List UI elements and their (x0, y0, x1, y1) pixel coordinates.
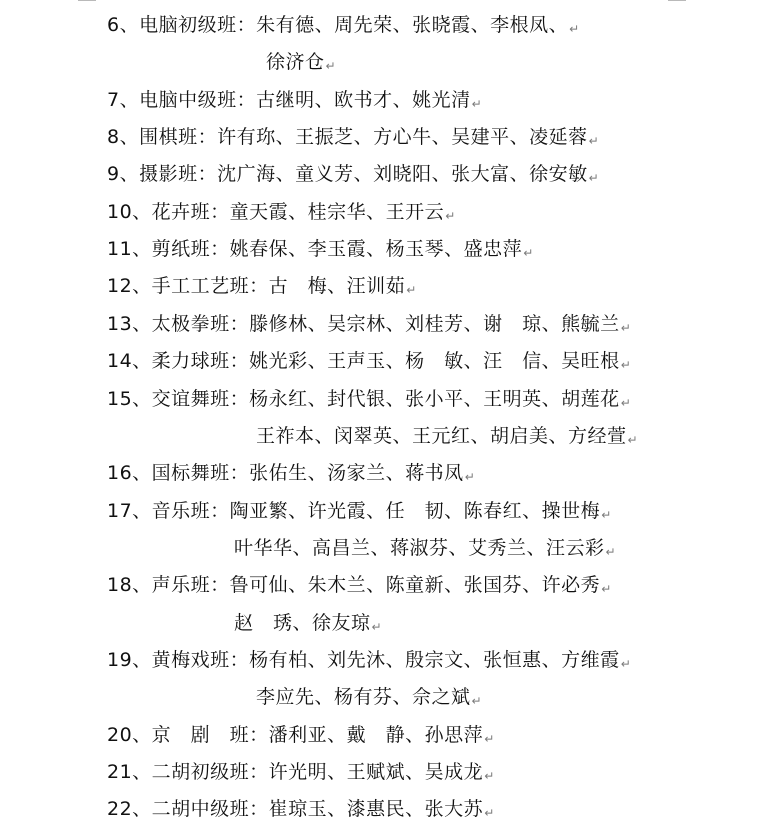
class-entry-line: 18、声乐班：鲁可仙、朱木兰、陈童新、张国芬、许必秀↵ (107, 574, 612, 596)
paragraph-mark-icon: ↵ (601, 508, 612, 522)
class-entry-line: 19、黄梅戏班：杨有柏、刘先沐、殷宗文、张恒惠、方维霞↵ (107, 649, 632, 671)
paragraph-mark-icon: ↵ (484, 806, 495, 820)
paragraph-mark-icon: ↵ (484, 732, 495, 746)
class-entry-line: 20、京 剧 班：潘利亚、戴 静、孙思萍↵ (107, 724, 495, 746)
class-entry-continuation: 李应先、杨有芬、佘之斌↵ (256, 686, 483, 708)
class-entry-line: 16、国标舞班：张佑生、汤家兰、蒋书凤↵ (107, 462, 476, 484)
paragraph-mark-icon: ↵ (371, 620, 383, 634)
class-entry-line: 11、剪纸班：姚春保、李玉霞、杨玉琴、盛忠萍↵ (107, 238, 534, 260)
paragraph-mark-icon: ↵ (464, 470, 476, 484)
class-entry-line: 10、花卉班：童天霞、桂宗华、王开云↵ (107, 201, 456, 223)
class-entry-continuation: 徐济仓↵ (266, 51, 337, 73)
paragraph-mark-icon: ↵ (605, 545, 617, 559)
class-entry-line: 17、音乐班：陶亚繁、许光霞、任 韧、陈春红、操世梅↵ (107, 500, 612, 522)
class-entry-line: 22、二胡中级班：崔琼玉、漆惠民、张大苏↵ (107, 798, 495, 820)
paragraph-mark-icon: ↵ (523, 246, 534, 260)
paragraph-mark-icon: ↵ (620, 358, 632, 372)
paragraph-mark-icon: ↵ (484, 769, 495, 783)
paragraph-mark-icon: ↵ (627, 433, 639, 447)
paragraph-mark-icon: ↵ (445, 209, 456, 223)
class-entry-line: 12、手工工艺班：古 梅、汪训茹↵ (107, 275, 417, 297)
class-entry-line: 6、电脑初级班：朱有德、周先荣、张晓霞、李根凤、↵ (107, 14, 580, 36)
paragraph-mark-icon: ↵ (325, 59, 337, 73)
class-entry-line: 15、交谊舞班：杨永红、封代银、张小平、王明英、胡莲花↵ (107, 388, 632, 410)
class-entry-line: 9、摄影班：沈广海、童义芳、刘晓阳、张大富、徐安敏↵ (107, 163, 600, 185)
paragraph-mark-icon: ↵ (620, 321, 632, 335)
paragraph-mark-icon: ↵ (569, 22, 580, 36)
class-entry-line: 21、二胡初级班：许光明、王赋斌、吴成龙↵ (107, 761, 495, 783)
class-entry-line: 13、太极拳班：滕修林、吴宗林、刘桂芳、谢 琼、熊毓兰↵ (107, 313, 632, 335)
class-entry-line: 14、柔力球班：姚光彩、王声玉、杨 敏、汪 信、吴旺根↵ (107, 350, 632, 372)
paragraph-mark-icon: ↵ (471, 97, 483, 111)
paragraph-mark-icon: ↵ (601, 582, 612, 596)
class-entry-line: 8、围棋班：许有珎、王振芝、方心牛、吴建平、凌延蓉↵ (107, 126, 600, 148)
paragraph-mark-icon: ↵ (620, 396, 632, 410)
class-entry-line: 7、电脑中级班：古继明、欧书才、姚光清↵ (107, 89, 483, 111)
paragraph-mark-icon: ↵ (406, 283, 417, 297)
paragraph-mark-icon: ↵ (471, 694, 483, 708)
class-entry-continuation: 赵 琇、徐友琼↵ (234, 612, 383, 634)
paragraph-mark-icon: ↵ (588, 134, 600, 148)
paragraph-mark-icon: ↵ (588, 171, 600, 185)
class-entry-continuation: 叶华华、高昌兰、蒋淑芬、艾秀兰、汪云彩↵ (234, 537, 617, 559)
paragraph-mark-icon: ↵ (620, 657, 632, 671)
class-entry-continuation: 王祚本、闵翠英、王元红、胡启美、方经萱↵ (256, 425, 639, 447)
